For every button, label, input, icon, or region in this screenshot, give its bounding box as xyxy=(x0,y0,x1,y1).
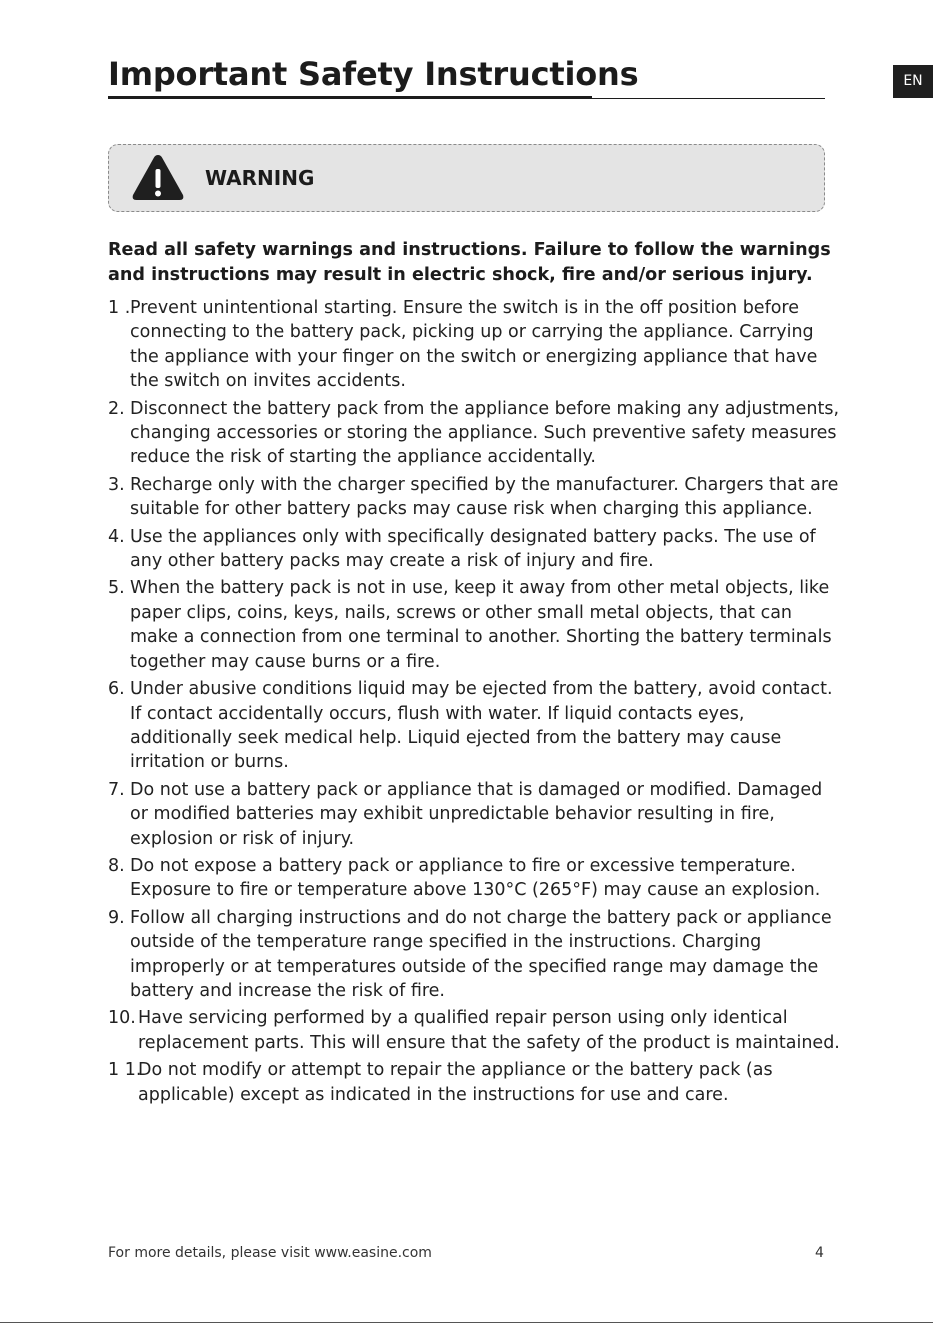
instruction-text: Use the appliances only with specifically designated battery packs. The use of any other battery packs may create a risk of injury and fire. xyxy=(130,526,816,572)
instruction-item xyxy=(108,854,843,903)
instruction-number: 4. xyxy=(108,526,125,547)
instruction-item xyxy=(108,525,843,574)
instruction-number: 10. xyxy=(108,1008,136,1029)
instruction-text: Do not modify or attempt to repair the appliance or the battery pack (as applicable) except as indicated in the instructions for use and care. xyxy=(138,1060,773,1105)
instruction-number: 5. xyxy=(108,578,125,599)
instruction-number: 9. xyxy=(108,907,125,928)
instruction-number: 1 . xyxy=(108,298,131,318)
instruction-item xyxy=(108,397,843,470)
instruction-number: 3. xyxy=(108,474,125,495)
page-title: Important Safety Instructions xyxy=(108,55,639,93)
instruction-item xyxy=(108,473,843,522)
instruction-number: 8. xyxy=(108,855,125,876)
instruction-item xyxy=(108,1006,843,1055)
instruction-number: 6. xyxy=(108,679,125,700)
title-rule xyxy=(592,98,825,99)
instruction-item xyxy=(108,778,843,851)
footer-website-text: For more details, please visit www.easine.com xyxy=(108,1245,432,1261)
instruction-text: Do not expose a battery pack or appliance to fire or excessive temperature. Exposure to fire or temperature above 130°C (265°F) may cause an explosion. xyxy=(130,855,821,901)
instruction-item xyxy=(108,1058,843,1107)
instruction-item xyxy=(108,677,843,775)
language-tab: EN xyxy=(893,65,933,98)
title-underline xyxy=(108,96,592,99)
instruction-text: Have servicing performed by a qualified repair person using only identical replacement parts. This will ensure that the safety of the product is maintained. xyxy=(138,1008,840,1053)
page-number: 4 xyxy=(815,1245,824,1261)
instruction-text: When the battery pack is not in use, keep it away from other metal objects, like paper clips, coins, keys, nails, screws or other small metal objects, that can make a connection from one terminal to another. Shorting the battery terminals together may cause burns or a fire. xyxy=(130,578,832,672)
warning-banner xyxy=(108,144,825,212)
instruction-item xyxy=(108,576,843,674)
instruction-number: 1 1. xyxy=(108,1060,142,1081)
instruction-number: 7. xyxy=(108,779,125,800)
instruction-item xyxy=(108,296,843,394)
warning-label: WARNING xyxy=(205,166,315,190)
instruction-list xyxy=(108,296,843,1110)
instruction-text: Prevent unintentional starting. Ensure the switch is in the off position before connecting to the battery pack, picking up or carrying the appliance. Carrying the appliance with your finger on the switch or energizing appliance that have the switch on invites accidents. xyxy=(130,298,818,392)
instruction-text: Disconnect the battery pack from the appliance before making any adjustments, changing accessories or storing the appliance. Such preventive safety measures reduce the risk of starting the appliance accidentally. xyxy=(130,398,840,468)
intro-warning-text: Read all safety warnings and instructions. Failure to follow the warnings and instructions may result in electric shock, fire and/or serious injury. xyxy=(108,240,831,285)
instruction-text: Do not use a battery pack or appliance that is damaged or modified. Damaged or modified batteries may exhibit unpredictable behavior resulting in fire, explosion or risk of injury. xyxy=(130,779,823,849)
warning-triangle-icon xyxy=(131,153,185,202)
instruction-text: Under abusive conditions liquid may be ejected from the battery, avoid contact. If contact accidentally occurs, flush with water. If liquid contacts eyes, additionally seek medical help. Liquid ejected from the battery may cause irritation or burns. xyxy=(130,679,833,773)
instruction-item xyxy=(108,906,843,1004)
instruction-text: Follow all charging instructions and do not charge the battery pack or appliance outside of the temperature range specified in the instructions. Charging improperly or at temperatures outside of the specified range may damage the battery and increase the risk of fire. xyxy=(130,907,832,1001)
instruction-number: 2. xyxy=(108,398,125,419)
instruction-text: Recharge only with the charger specified by the manufacturer. Chargers that are suitable for other battery packs may cause risk when charging this appliance. xyxy=(130,474,839,520)
page-bottom-rule xyxy=(0,1322,933,1323)
